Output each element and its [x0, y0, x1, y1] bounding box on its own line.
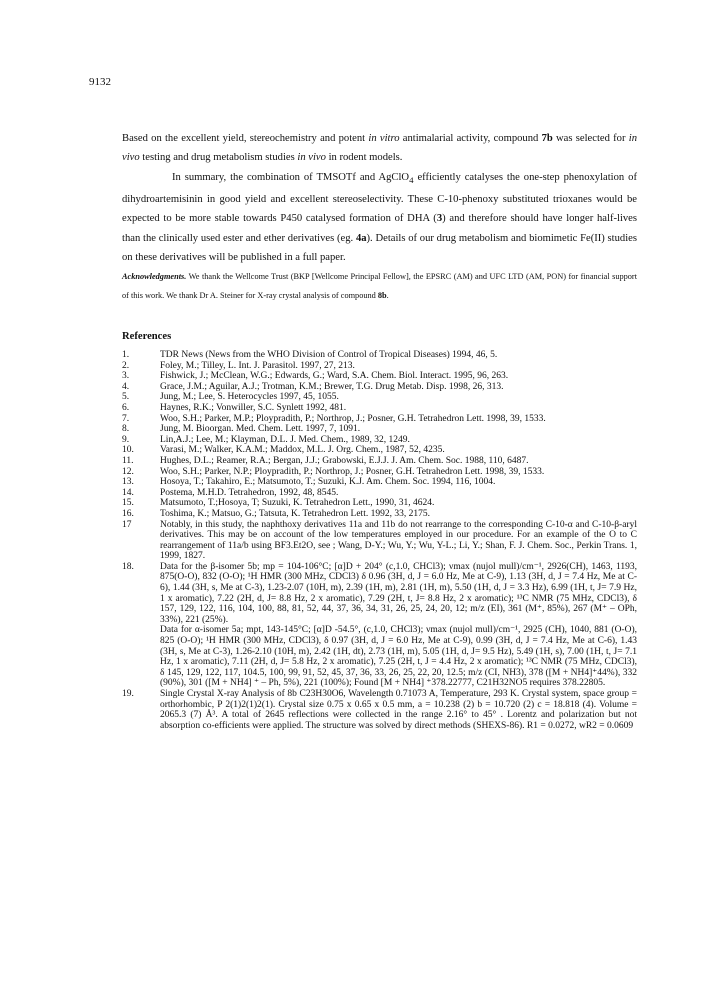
reference-text: Matsumoto, T.;Hosoya, T; Suzuki, K. Tetrahedron Lett., 1990, 31, 4624.: [160, 498, 435, 509]
reference-item: [122, 445, 637, 456]
reference-text: Lin,A.J.; Lee, M.; Klayman, D.L. J. Med. Chem., 1989, 32, 1249.: [160, 434, 410, 445]
body-text: [122, 129, 637, 306]
reference-paragraph: Data for the β-isomer 5b; mp = 104-106°C; [α]D + 204° (c,1.0, CHCl3); νmax (nujol mull)/cm⁻¹, 2926(CH), 1463, 1193, 875(O-O), 832 (O-O); ¹H HMR (300 MHz, CDCl3) δ 0.96 (3H, d, J = 6.0 Hz, Me at C-9), 1.13 (3H, d, J = 7.4 Hz, Me at C-6), 1.44 (3H, s, Me at C-3), 1.23-2.07 (10H, m), 2.39 (1H, m), 2.81 (1H, m), 5.50 (1H, d, J = 3.3 Hz), 6.99 (1H, t, J= 7.9 Hz, 1 x aromatic), 7.22 (2H, d, J= 8.8 Hz, 2 x aromatic), 7.29 (2H, t, J= 8.8 Hz, 2 x aromatic); ¹³C NMR (75 MHz, CDCl3), δ 157, 129, 122, 116, 104, 100, 88, 81, 52, 44, 37, 36, 34, 31, 26, 25, 24, 20, 12; m/z (EI), 361 (M⁺, 85%), 267 (M⁺ – OPh, 33%), 221 (25%).: [160, 561, 637, 625]
reference-number: 19.: [122, 689, 134, 699]
reference-item: [122, 403, 637, 414]
reference-paragraph: Data for α-isomer 5a; mpt, 143-145°C; [α]D -54.5°, (c,1.0, CHCl3); νmax (nujol mull)/cm⁻¹, 2925 (CH), 1040, 881 (O-O), 825 (O-O); ¹H HMR (300 MHz, CDCl3), δ 0.97 (3H, d, J = 6.0 Hz, Me at C-9), 0.99 (3H, d, J = 7.4 Hz, Me at C-6), 1.43 (3H, s, Me at C-3), 1.26-2.10 (10H, m), 2.42 (1H, dt), 2.73 (1H, m), 5.05 (1H, d, J= 9.5 Hz), 5.49 (1H, s), 7.00 (1H, t, J= 7.1 Hz, 1 x aromatic), 7.11 (2H, d, J= 5.8 Hz, 2 x aromatic), 7.25 (2H, t, J = 4.4 Hz, 2 x aromatic); ¹³C NMR (75 MHz, CDCl3), δ 145, 129, 122, 117, 104.5, 100, 99, 91, 52, 45, 37, 36, 33, 26, 25, 22, 20, 12.5; m/z (CI, NH3), 378 ([M + NH4]⁺44%), 332 (90%), 301 ([M + NH4] ⁺ – Ph, 5%), 221 (100%); Found [M + NH4] ⁺378.22777, C21H32NO5 requires 378.22805.: [160, 625, 637, 689]
reference-item: [122, 520, 637, 562]
reference-item: [122, 562, 637, 689]
reference-number: 12.: [122, 466, 134, 477]
compound-ref: 3: [436, 213, 443, 225]
reference-number: 7.: [122, 413, 130, 424]
reference-text: Woo, S.H.; Parker, N.P.; Ploypradith, P.; Northrop, J.; Posner, G.H. Tetrahedron Lett. 1998, 39, 1533.: [160, 466, 545, 477]
reference-text: Hosoya, T.; Takahiro, E.; Matsumoto, T.; Suzuki, K.J. Am. Chem. Soc. 1994, 116, 1004.: [160, 477, 496, 488]
reference-number: 6.: [122, 402, 130, 413]
acknowledgements: Acknowledgments. We thank the Wellcome Trust (BKP [Wellcome Principal Fellow], the EPSRC (AM) and UFC LTD (AM, PON) for financial support of this work. We thank Dr A. Steiner for X-ray crystal analysis of compound 8b.: [122, 272, 637, 301]
reference-number: 17: [122, 519, 132, 530]
compound-ref: 7b: [541, 133, 553, 144]
reference-text: [160, 562, 637, 689]
reference-number: 16.: [122, 508, 134, 519]
reference-number: 4.: [122, 381, 130, 392]
reference-item: [122, 689, 637, 731]
reference-item: [122, 509, 637, 520]
reference-text: Jung, M. Bioorgan. Med. Chem. Lett. 1997, 7, 1091.: [160, 424, 361, 435]
reference-text: Foley, M.; Tilley, L. Int. J. Parasitol. 1997, 27, 213.: [160, 360, 355, 371]
reference-list: [122, 350, 637, 731]
reference-item: [122, 456, 637, 467]
reference-number: 11.: [122, 455, 134, 466]
reference-item: [122, 361, 637, 372]
reference-item: [122, 467, 637, 478]
reference-text: Grace, J.M.; Aguilar, A.J.; Trotman, K.M.; Brewer, T.G. Drug Metab. Disp. 1998, 26, 313.: [160, 381, 504, 392]
acknowledgements-label: Acknowledgments.: [122, 272, 187, 282]
reference-number: 15.: [122, 498, 134, 509]
reference-item: [122, 477, 637, 488]
reference-number: 8.: [122, 424, 130, 435]
reference-number: 10.: [122, 445, 134, 456]
reference-number: 2.: [122, 360, 130, 371]
reference-text: Jung, M.; Lee, S. Heterocycles 1997, 45, 1055.: [160, 392, 339, 403]
reference-text: Toshima, K.; Matsuo, G.; Tatsuta, K. Tetrahedron Lett. 1992, 33, 2175.: [160, 508, 430, 519]
reference-text: Haynes, R.K.; Vonwiller, S.C. Synlett 1992, 481.: [160, 402, 347, 413]
paragraph-1: Based on the excellent yield, stereochemistry and potent in vitro antimalarial activity, compound 7b was selected for in vivo testing and drug metabolism studies in vivo in rodent models.: [122, 133, 637, 164]
reference-text: Single Crystal X-ray Analysis of 8b C23H30O6, Wavelength 0.71073 A, Temperature, 293 K. Crystal system, space group = orthorhombic, P 2(1)2(1)2(1). Crystal size 0.75 x 0.65 x 0.5 mm, a = 10.238 (2) b = 10.720 (2) c = 18.818 (4). Volume = 2065.3 (7) Å³. A total of 2645 reflections were collected in the range 2.16° to 45° . Lorentz and polarization but not absorption co-efficients were applied. The structure was solved by direct methods (SHEXS-86). R1 = 0.0272, wR2 = 0.0609: [160, 689, 637, 731]
reference-text: Notably, in this study, the naphthoxy derivatives 11a and 11b do not rearrange to the corresponding C-10-α and C-10-β-aryl derivatives. This may be on account of the low temperatures employed in our procedure. For an example of the O to C rearrangement of 11a/b using BF3.Et2O, see ; Wang, D-Y.; Wu, Y.; Wu, Y-L.; Li, Y.; Shan, F. J. Chem. Soc., Perkin Trans. 1, 1999, 1827.: [160, 519, 637, 562]
reference-number: 14.: [122, 487, 134, 498]
reference-item: [122, 435, 637, 446]
reference-item: [122, 392, 637, 403]
reference-item: [122, 414, 637, 425]
reference-item: [122, 371, 637, 382]
reference-text: Postema, M.H.D. Tetrahedron, 1992, 48, 8545.: [160, 487, 339, 498]
reference-number: 18.: [122, 561, 134, 572]
paragraph-2: In summary, the combination of TMSOTf and AgClO$_4$ efficiently catalyses the one-step phenoxylation of dihydroartemisinin in good yield and excellent stereoselectivity. These C-10-phenoxy substituted trioxanes would be expected to be more stable towards P450 catalysed formation of DHA (3) and therefore should have longer half-lives than the clinically used ester and ether derivatives (eg. 4a). Details of our drug metabolism and biomimetic Fe(II) studies on these derivatives will be published in a full paper.: [122, 171, 638, 263]
reference-number: 5.: [122, 392, 130, 403]
reference-number: 9.: [122, 434, 130, 445]
reference-number: 1.: [122, 350, 130, 360]
reference-text: TDR News (News from the WHO Division of Control of Tropical Diseases) 1994, 46, 5.: [160, 350, 498, 360]
reference-text: Hughes, D.L.; Reamer, R.A.; Bergan, J.J.; Grabowski, E.J.J. J. Am. Chem. Soc. 1988, 110, 6487.: [160, 455, 529, 466]
reference-text: Fishwick, J.; McClean, W.G.; Edwards, G.; Ward, S.A. Chem. Biol. Interact. 1995, 96, 263.: [160, 371, 509, 382]
reference-item: [122, 382, 637, 393]
reference-text: Varasi, M.; Walker, K.A.M.; Maddox, M.L. J. Org. Chem., 1987, 52, 4235.: [160, 445, 445, 456]
page-number: 9132: [89, 76, 111, 88]
references-heading: References: [122, 331, 172, 342]
reference-text: Woo, S.H.; Parker, M.P.; Ploypradith, P.; Northrop, J.; Posner, G.H. Tetrahedron Lett. 1998, 39, 1533.: [160, 413, 546, 424]
compound-ref: 8b: [377, 291, 387, 301]
reference-item: [122, 424, 637, 435]
reference-item: [122, 488, 637, 499]
reference-number: 3.: [122, 371, 130, 382]
reference-item: [122, 350, 637, 361]
reference-item: [122, 498, 637, 509]
reference-number: 13.: [122, 477, 134, 488]
compound-ref: 4a: [355, 232, 367, 244]
